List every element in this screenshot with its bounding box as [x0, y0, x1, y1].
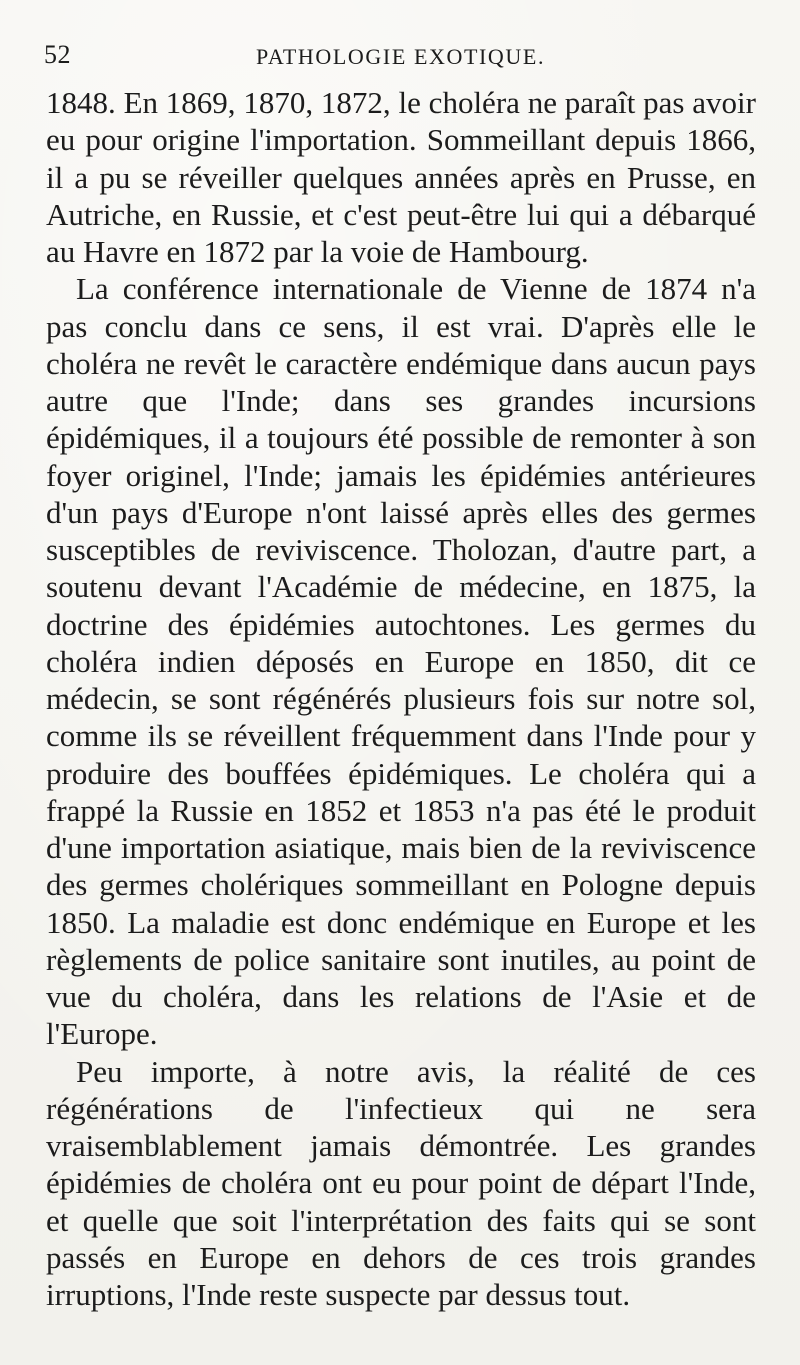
body-text: [46, 84, 756, 1313]
paragraph-3: Peu importe, à notre avis, la réalité de ces régénérations de l'infectieux qui ne sera vraisemblablement jamais démontrée. Les grandes épidémies de choléra ont eu pour point de départ l'Inde, et quelle que soit l'interprétation des faits qui se sont passés en Europe en dehors de ces trois grandes irruptions, l'Inde reste suspecte par dessus tout.: [46, 1053, 756, 1312]
page-number: 52: [44, 40, 71, 69]
paragraph-1: 1848. En 1869, 1870, 1872, le choléra ne paraît pas avoir eu pour origine l'importation. Sommeillant depuis 1866, il a pu se réveiller quelques années après en Prusse, en Autriche, en Russie, et c'est peut-être lui qui a débarqué au Havre en 1872 par la voie de Hambourg.: [46, 85, 756, 269]
paragraph-2: La conférence internationale de Vienne de 1874 n'a pas conclu dans ce sens, il est vrai. D'après elle le choléra ne revêt le caractère endémique dans aucun pays autre que l'Inde; dans ses grandes incursions épidémiques, il a toujours été possible de remonter à son foyer originel, l'Inde; jamais les épidémies antérieures d'un pays d'Europe n'ont laissé après elles des germes susceptibles de reviviscence. Tholozan, d'autre part, a soutenu devant l'Académie de médecine, en 1875, la doctrine des épidémies autochtones. Les germes du choléra indien déposés en Europe en 1850, dit ce médecin, se sont régénérés plusieurs fois sur notre sol, comme ils se réveillent fréquemment dans l'Inde pour y produire des bouffées épidémiques. Le choléra qui a frappé la Russie en 1852 et 1853 n'a pas été le produit d'une importation asiatique, mais bien de la reviviscence des germes cholériques sommeillant en Pologne depuis 1850. La maladie est donc endémique en Europe et les règlements de police sanitaire sont inutiles, au point de vue du choléra, dans les relations de l'Asie et de l'Europe.: [46, 271, 756, 1052]
running-title: PATHOLOGIE EXOTIQUE.: [256, 44, 546, 69]
page-header: [44, 40, 756, 80]
